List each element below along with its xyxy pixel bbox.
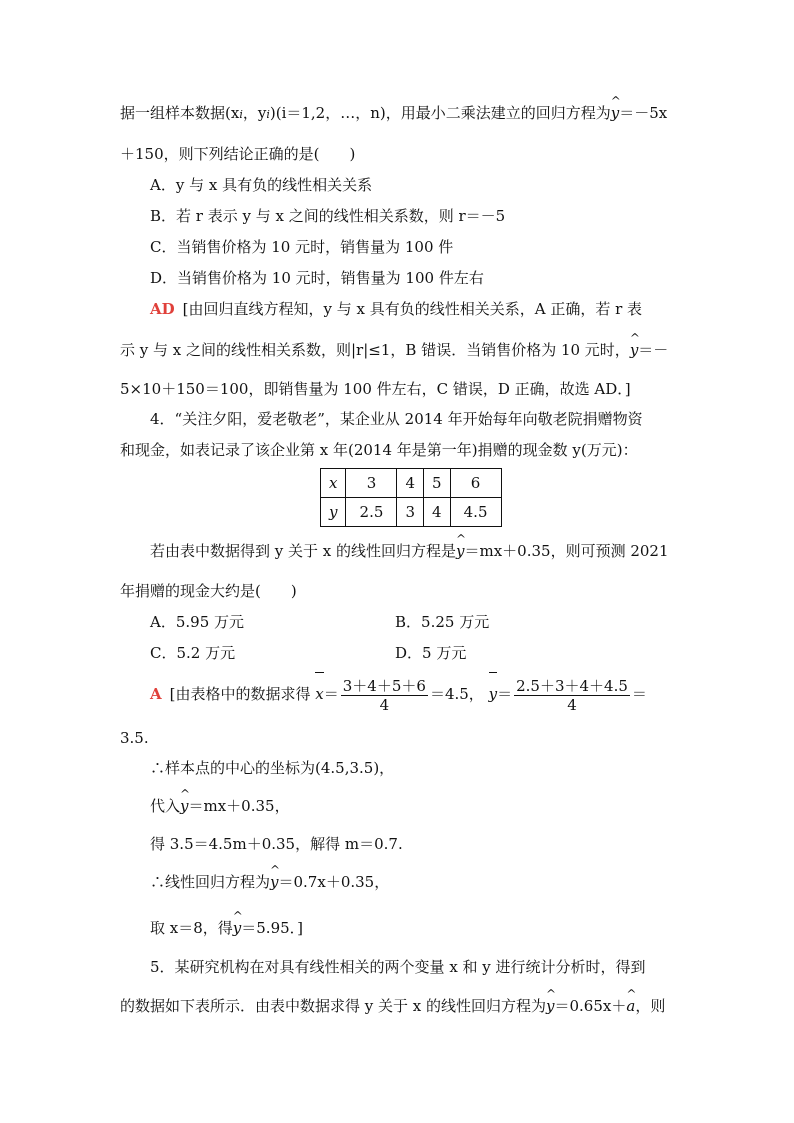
fraction-y-mean: $\frac{2.5+3+4+4.5}{4}$: [516, 676, 628, 714]
y-hat: ^ y: [630, 340, 638, 360]
q4-stem-line4: 年捐赠的现金大约是( ): [120, 582, 297, 600]
q4-option-c: C．5.2 万元: [150, 644, 236, 662]
table-row: [321, 498, 502, 527]
q4-solution-line7: 取 x＝8，得^ y＝5.95．]: [150, 918, 303, 938]
q4-solution-line2: 3.5.: [120, 729, 149, 747]
table-header-x: x: [321, 469, 346, 498]
table-cell: 4: [424, 498, 451, 527]
table-cell: 4: [397, 469, 424, 498]
y-hat: ^ y: [456, 541, 464, 561]
fraction-x-mean: $\frac{3+4+5+6}{4}$: [342, 676, 426, 714]
q3-option-b: B．若 r 表示 y 与 x 之间的线性相关系数，则 r＝－5: [150, 207, 506, 225]
q4-answer: A: [150, 685, 162, 703]
q4-option-d: D．5 万元: [395, 644, 467, 662]
q5-stem-line1: 5．某研究机构在对具有线性相关的两个变量 x 和 y 进行统计分析时，得到: [150, 958, 646, 976]
table-row: [321, 469, 502, 498]
q4-solution-line3: ∴样本点的中心的坐标为(4.5,3.5)，: [150, 759, 395, 777]
table-cell: 3: [346, 469, 397, 498]
y-hat: ^ y: [233, 918, 241, 938]
x-bar: x: [315, 674, 323, 714]
q3-answer: AD: [150, 300, 175, 318]
y-hat: ^ y: [270, 872, 278, 892]
q4-solution-line4: 代入^ y＝mx＋0.35，: [150, 796, 290, 816]
q3-option-d: D．当销售价格为 10 元时，销售量为 100 件左右: [150, 269, 484, 287]
q5-stem-line2: 的数据如下表所示．由表中数据求得 y 关于 x 的线性回归方程为^ y＝0.65x＋^ a，则: [120, 996, 665, 1016]
q4-stem-line3: 若由表中数据得到 y 关于 x 的线性回归方程是^ y＝mx＋0.35，则可预测 2021: [150, 541, 669, 561]
q4-data-table: [320, 468, 502, 527]
table-cell: 5: [424, 469, 451, 498]
q4-stem-line1: 4．“关注夕阳，爱老敬老”，某企业从 2014 年开始每年向敬老院捐赠物资: [150, 410, 643, 428]
q4-stem-line2: 和现金，如表记录了该企业第 x 年(2014 年是第一年)捐赠的现金数 y(万元)：: [120, 441, 638, 459]
table-cell: 2.5: [346, 498, 397, 527]
q4-option-a: A．5.95 万元: [150, 613, 244, 631]
q3-option-c: C．当销售价格为 10 元时，销售量为 100 件: [150, 238, 454, 256]
q4-option-b: B．5.25 万元: [395, 613, 490, 631]
q3-line1: 据一组样本数据(xi，yi)(i＝1,2，…，n)，用最小二乘法建立的回归方程为^ y＝－5x: [120, 103, 667, 125]
q4-solution-line1: A [由表格中的数据求得 x＝ $\frac{3+4+5+6}{4}$ ＝4.5， y＝ $\frac{2.5+3+4+4.5}{4}$ ＝: [150, 674, 647, 714]
table-cell: 4.5: [450, 498, 501, 527]
table-cell: 6: [450, 469, 501, 498]
q4-solution-line6: ∴线性回归方程为^ y＝0.7x＋0.35，: [150, 872, 389, 892]
q4-solution-line5: 得 3.5＝4.5m＋0.35，解得 m＝0.7.: [150, 835, 403, 853]
q3-option-a: A．y 与 x 具有负的线性相关关系: [150, 176, 373, 194]
y-hat: ^ y: [611, 103, 619, 123]
a-hat: ^ a: [626, 996, 635, 1016]
y-bar: y: [489, 674, 497, 714]
q3-solution-line3: 5×10＋150＝100，即销售量为 100 件左右，C 错误，D 正确，故选 AD．]: [120, 380, 631, 398]
y-hat: ^ y: [546, 996, 554, 1016]
table-header-y: y: [321, 498, 346, 527]
q3-solution-line2: 示 y 与 x 之间的线性相关系数，则|r|≤1，B 错误．当销售价格为 10 元时，^ y＝－: [120, 340, 668, 360]
table-cell: 3: [397, 498, 424, 527]
q3-solution-line1: AD [由回归直线方程知，y 与 x 具有负的线性相关关系，A 正确，若 r 表: [150, 300, 643, 318]
q3-line2: ＋150，则下列结论正确的是( ): [120, 145, 356, 163]
y-hat: ^ y: [180, 796, 188, 816]
